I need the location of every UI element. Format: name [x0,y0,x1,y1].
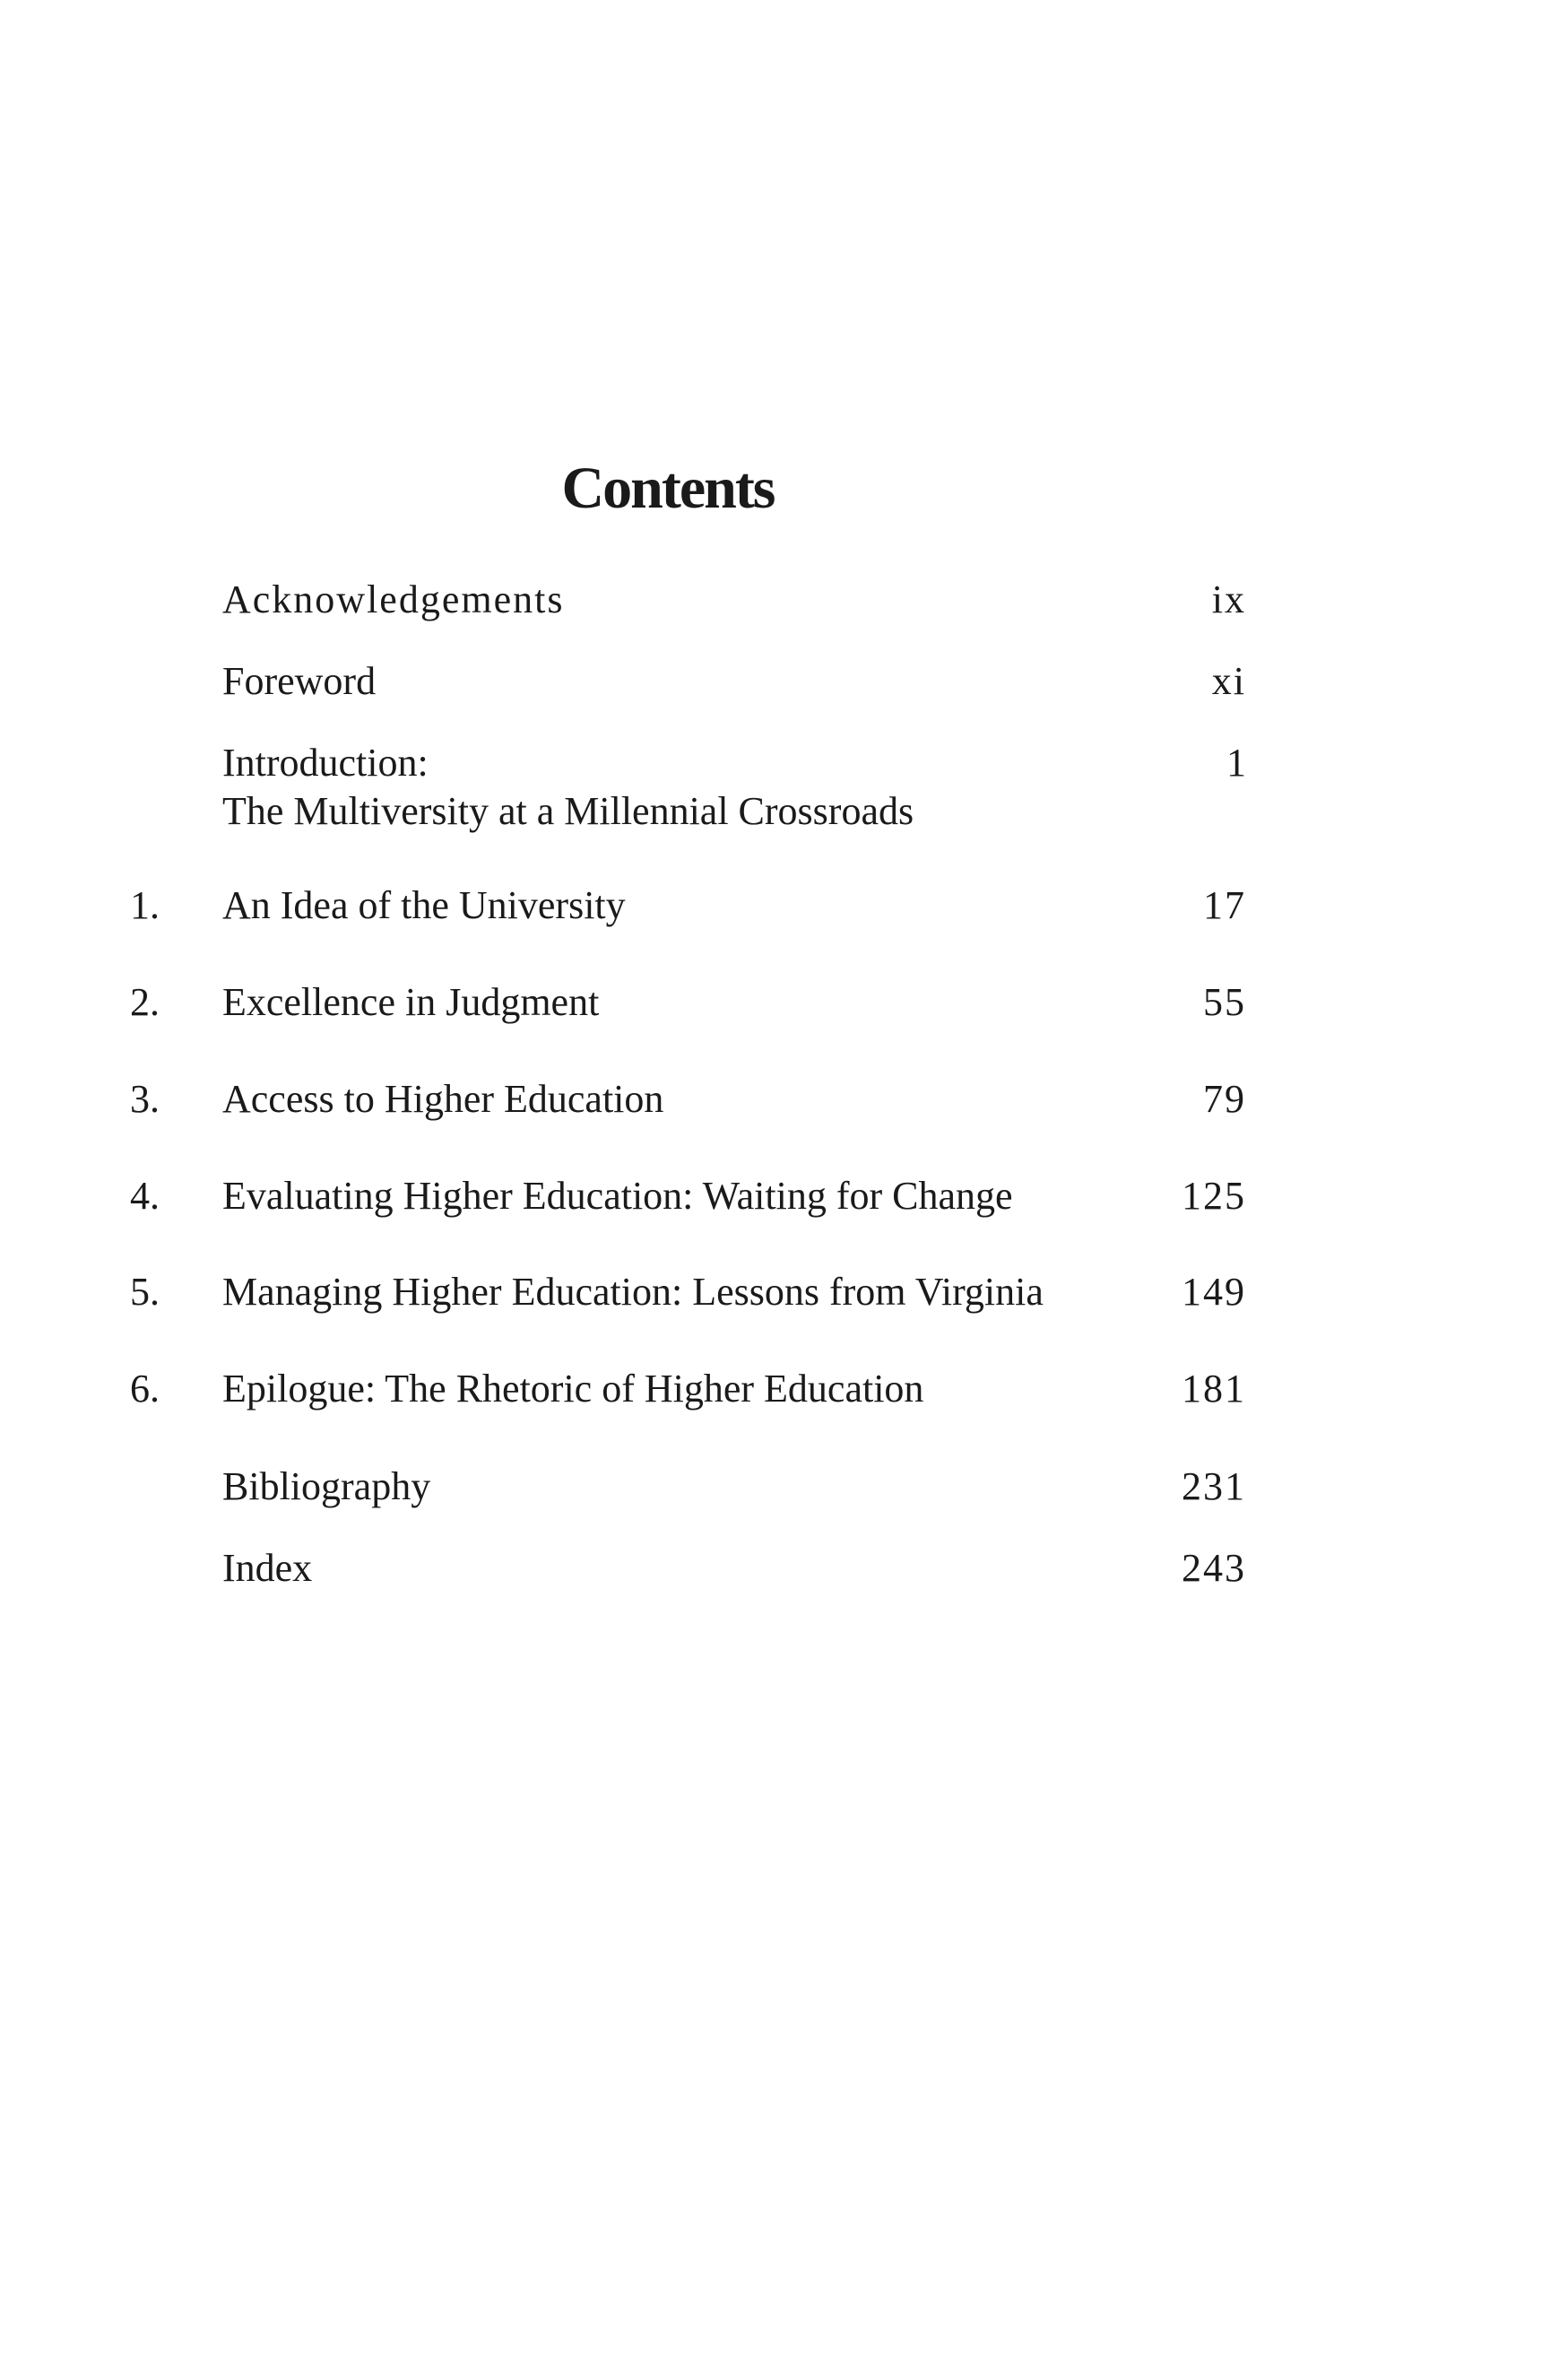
toc-entry-title-text: Acknowledgements [222,577,565,621]
toc-entry-title [222,657,1137,706]
toc-entry-title [222,576,1137,624]
toc-entry-page-number: 231 [1182,1464,1246,1508]
toc-entry-title-text: Index [222,1546,313,1590]
toc-entry-subtitle-text: The Multiversity at a Millennial Crossroads [222,789,914,833]
toc-entry-title [222,978,1137,1027]
toc-entry-page-number: 1 [1226,741,1246,785]
toc-entry-title [222,1268,1137,1316]
toc-entry-page-number: 149 [1182,1270,1246,1314]
toc-entry-title [222,881,1137,930]
toc-entry-title [222,739,1137,836]
page-title: Contents [561,456,775,521]
toc-entry-title-text: Introduction: [222,741,429,785]
toc-entry-page-number: 17 [1203,883,1246,927]
toc-entry-page-number: 243 [1182,1546,1246,1590]
toc-entry-title-text: An Idea of the University [222,883,626,927]
toc-entry-title-text: Access to Higher Education [222,1077,664,1121]
toc-entry-title-text: Managing Higher Education: Lessons from Virginia [222,1270,1044,1314]
toc-entry-title-text: Bibliography [222,1464,431,1508]
toc-entry-title-text: Evaluating Higher Education: Waiting for Change [222,1174,1013,1218]
toc-entry-title [222,1172,1137,1220]
toc-entry-page-number: xi [1211,659,1246,703]
toc-entry-chapter-number: 2. [130,980,160,1024]
toc-entry-title [222,1544,1137,1593]
toc-entry-page-number: 181 [1182,1367,1246,1411]
toc-entry-title-text: Foreword [222,659,377,703]
toc-entry-chapter-number: 5. [130,1270,160,1314]
toc-entry-page-number: 125 [1182,1174,1246,1218]
toc-entry-title [222,1365,1137,1413]
toc-entry-chapter-number: 1. [130,883,160,927]
toc-entry-chapter-number: 6. [130,1367,160,1411]
toc-entry-title-text: Excellence in Judgment [222,980,600,1024]
toc-entry-page-number: 55 [1203,980,1246,1024]
toc-entry-chapter-number: 3. [130,1077,160,1121]
toc-entry-title [222,1075,1137,1124]
toc-entry-chapter-number: 4. [130,1174,160,1218]
toc-entry-title-text: Epilogue: The Rhetoric of Higher Education [222,1367,924,1411]
toc-entry-page-number: ix [1211,577,1246,621]
toc-entry-page-number: 79 [1203,1077,1246,1121]
toc-entry-title [222,1463,1137,1511]
